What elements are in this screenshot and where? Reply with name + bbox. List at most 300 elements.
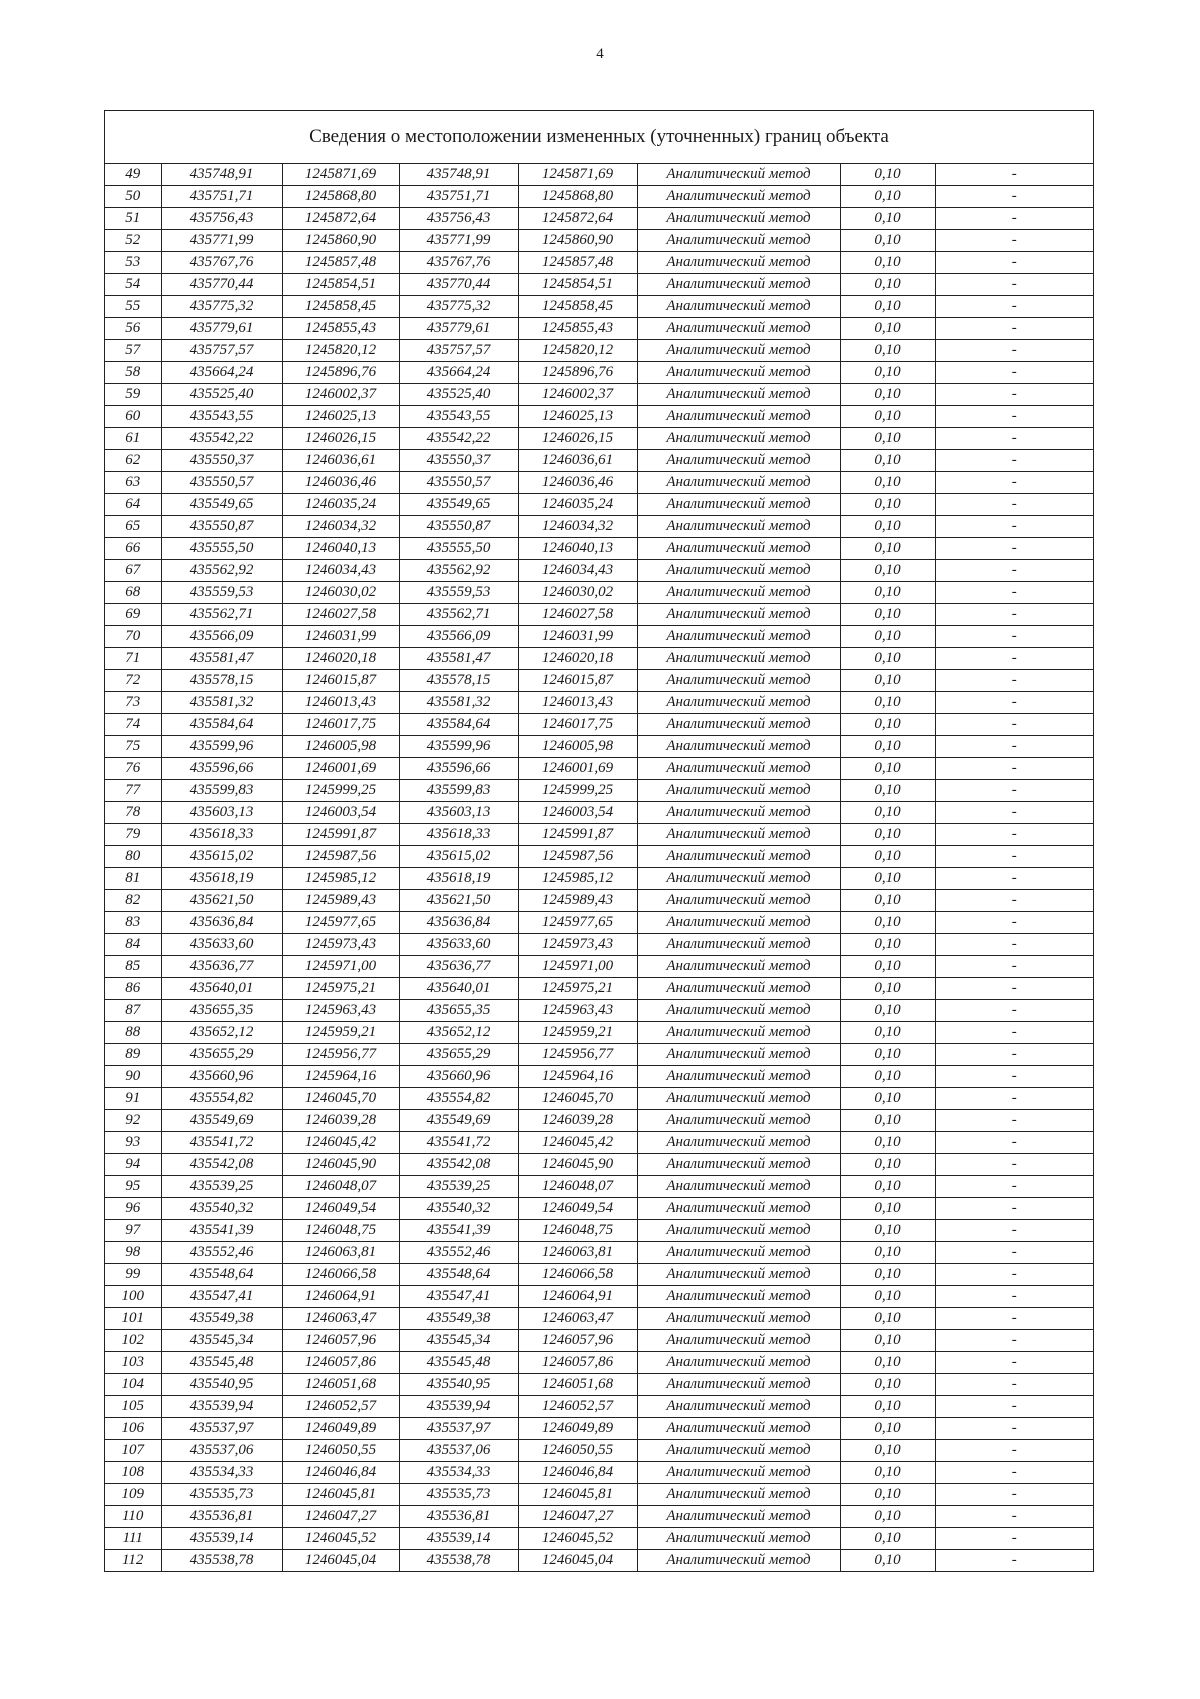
x-new-cell: 435603,13: [399, 802, 518, 824]
page-number: 4: [596, 46, 604, 62]
x-existing-cell: 435554,82: [161, 1088, 282, 1110]
y-new-cell: 1246025,13: [518, 406, 637, 428]
y-new-cell: 1245956,77: [518, 1044, 637, 1066]
y-existing-cell: 1246045,90: [282, 1154, 399, 1176]
description-cell: -: [935, 1022, 1093, 1044]
y-existing-cell: 1246036,46: [282, 472, 399, 494]
description-cell: -: [935, 1374, 1093, 1396]
y-new-cell: 1245872,64: [518, 208, 637, 230]
x-new-cell: 435779,61: [399, 318, 518, 340]
x-new-cell: 435770,44: [399, 274, 518, 296]
x-new-cell: 435540,95: [399, 1374, 518, 1396]
accuracy-cell: 0,10: [840, 1550, 935, 1572]
x-new-cell: 435539,94: [399, 1396, 518, 1418]
method-cell: Аналитический метод: [637, 934, 840, 956]
method-cell: Аналитический метод: [637, 1418, 840, 1440]
method-cell: Аналитический метод: [637, 714, 840, 736]
accuracy-cell: 0,10: [840, 736, 935, 758]
point-number-cell: 60: [105, 406, 161, 428]
x-existing-cell: 435633,60: [161, 934, 282, 956]
method-cell: Аналитический метод: [637, 318, 840, 340]
method-cell: Аналитический метод: [637, 692, 840, 714]
table-row: [105, 1088, 1093, 1110]
x-existing-cell: 435581,32: [161, 692, 282, 714]
accuracy-cell: 0,10: [840, 692, 935, 714]
x-new-cell: 435550,37: [399, 450, 518, 472]
method-cell: Аналитический метод: [637, 780, 840, 802]
x-new-cell: 435552,46: [399, 1242, 518, 1264]
description-cell: -: [935, 736, 1093, 758]
method-cell: Аналитический метод: [637, 384, 840, 406]
y-new-cell: 1245985,12: [518, 868, 637, 890]
accuracy-cell: 0,10: [840, 494, 935, 516]
y-existing-cell: 1246027,58: [282, 604, 399, 626]
x-new-cell: 435547,41: [399, 1286, 518, 1308]
y-existing-cell: 1246057,96: [282, 1330, 399, 1352]
y-new-cell: 1246047,27: [518, 1506, 637, 1528]
y-new-cell: 1245820,12: [518, 340, 637, 362]
point-number-cell: 82: [105, 890, 161, 912]
x-new-cell: 435548,64: [399, 1264, 518, 1286]
method-cell: Аналитический метод: [637, 1132, 840, 1154]
accuracy-cell: 0,10: [840, 1396, 935, 1418]
method-cell: Аналитический метод: [637, 472, 840, 494]
y-existing-cell: 1246026,15: [282, 428, 399, 450]
y-existing-cell: 1245872,64: [282, 208, 399, 230]
description-cell: -: [935, 1110, 1093, 1132]
table-row: [105, 1528, 1093, 1550]
x-existing-cell: 435549,65: [161, 494, 282, 516]
x-new-cell: 435555,50: [399, 538, 518, 560]
x-existing-cell: 435536,81: [161, 1506, 282, 1528]
point-number-cell: 87: [105, 1000, 161, 1022]
y-new-cell: 1246002,37: [518, 384, 637, 406]
description-cell: -: [935, 1044, 1093, 1066]
description-cell: -: [935, 1330, 1093, 1352]
y-new-cell: 1246035,24: [518, 494, 637, 516]
description-cell: -: [935, 1396, 1093, 1418]
method-cell: Аналитический метод: [637, 1000, 840, 1022]
y-existing-cell: 1246003,54: [282, 802, 399, 824]
description-cell: -: [935, 1484, 1093, 1506]
accuracy-cell: 0,10: [840, 1308, 935, 1330]
y-new-cell: 1245971,00: [518, 956, 637, 978]
y-existing-cell: 1245855,43: [282, 318, 399, 340]
description-cell: -: [935, 274, 1093, 296]
table-row: [105, 318, 1093, 340]
y-new-cell: 1246040,13: [518, 538, 637, 560]
table-row: [105, 538, 1093, 560]
y-new-cell: 1245977,65: [518, 912, 637, 934]
point-number-cell: 90: [105, 1066, 161, 1088]
x-existing-cell: 435596,66: [161, 758, 282, 780]
method-cell: Аналитический метод: [637, 1154, 840, 1176]
accuracy-cell: 0,10: [840, 1154, 935, 1176]
x-new-cell: 435549,65: [399, 494, 518, 516]
table-row: [105, 494, 1093, 516]
x-new-cell: 435756,43: [399, 208, 518, 230]
accuracy-cell: 0,10: [840, 406, 935, 428]
description-cell: -: [935, 626, 1093, 648]
y-existing-cell: 1246048,07: [282, 1176, 399, 1198]
y-existing-cell: 1246025,13: [282, 406, 399, 428]
accuracy-cell: 0,10: [840, 978, 935, 1000]
description-cell: -: [935, 912, 1093, 934]
accuracy-cell: 0,10: [840, 670, 935, 692]
y-existing-cell: 1246051,68: [282, 1374, 399, 1396]
method-cell: Аналитический метод: [637, 494, 840, 516]
x-existing-cell: 435581,47: [161, 648, 282, 670]
table-row: [105, 340, 1093, 362]
y-new-cell: 1246045,81: [518, 1484, 637, 1506]
x-existing-cell: 435615,02: [161, 846, 282, 868]
y-existing-cell: 1246050,55: [282, 1440, 399, 1462]
description-cell: -: [935, 780, 1093, 802]
y-new-cell: 1245896,76: [518, 362, 637, 384]
table-row: [105, 362, 1093, 384]
y-existing-cell: 1246045,70: [282, 1088, 399, 1110]
point-number-cell: 84: [105, 934, 161, 956]
x-existing-cell: 435543,55: [161, 406, 282, 428]
x-existing-cell: 435771,99: [161, 230, 282, 252]
y-existing-cell: 1246047,27: [282, 1506, 399, 1528]
y-new-cell: 1246046,84: [518, 1462, 637, 1484]
method-cell: Аналитический метод: [637, 846, 840, 868]
description-cell: -: [935, 978, 1093, 1000]
x-new-cell: 435559,53: [399, 582, 518, 604]
description-cell: -: [935, 692, 1093, 714]
x-new-cell: 435566,09: [399, 626, 518, 648]
y-existing-cell: 1245858,45: [282, 296, 399, 318]
y-new-cell: 1246066,58: [518, 1264, 637, 1286]
y-existing-cell: 1245975,21: [282, 978, 399, 1000]
table-row: [105, 1418, 1093, 1440]
accuracy-cell: 0,10: [840, 758, 935, 780]
x-new-cell: 435562,92: [399, 560, 518, 582]
accuracy-cell: 0,10: [840, 450, 935, 472]
y-existing-cell: 1245956,77: [282, 1044, 399, 1066]
y-existing-cell: 1246034,32: [282, 516, 399, 538]
table-row: [105, 296, 1093, 318]
description-cell: -: [935, 1264, 1093, 1286]
description-cell: -: [935, 230, 1093, 252]
x-existing-cell: 435660,96: [161, 1066, 282, 1088]
x-existing-cell: 435770,44: [161, 274, 282, 296]
table-row: [105, 714, 1093, 736]
x-existing-cell: 435599,83: [161, 780, 282, 802]
description-cell: -: [935, 362, 1093, 384]
method-cell: Аналитический метод: [637, 648, 840, 670]
x-new-cell: 435655,35: [399, 1000, 518, 1022]
y-existing-cell: 1245857,48: [282, 252, 399, 274]
description-cell: -: [935, 758, 1093, 780]
x-new-cell: 435660,96: [399, 1066, 518, 1088]
x-existing-cell: 435652,12: [161, 1022, 282, 1044]
description-cell: -: [935, 1176, 1093, 1198]
description-cell: -: [935, 1132, 1093, 1154]
method-cell: Аналитический метод: [637, 1242, 840, 1264]
table-row: [105, 472, 1093, 494]
x-existing-cell: 435539,25: [161, 1176, 282, 1198]
description-cell: -: [935, 648, 1093, 670]
y-new-cell: 1246064,91: [518, 1286, 637, 1308]
x-new-cell: 435771,99: [399, 230, 518, 252]
method-cell: Аналитический метод: [637, 1286, 840, 1308]
method-cell: Аналитический метод: [637, 406, 840, 428]
method-cell: Аналитический метод: [637, 1308, 840, 1330]
x-new-cell: 435542,08: [399, 1154, 518, 1176]
accuracy-cell: 0,10: [840, 1198, 935, 1220]
x-existing-cell: 435541,72: [161, 1132, 282, 1154]
y-new-cell: 1246052,57: [518, 1396, 637, 1418]
point-number-cell: 66: [105, 538, 161, 560]
y-existing-cell: 1245871,69: [282, 164, 399, 186]
method-cell: Аналитический метод: [637, 1374, 840, 1396]
x-new-cell: 435537,06: [399, 1440, 518, 1462]
description-cell: -: [935, 1462, 1093, 1484]
y-existing-cell: 1246035,24: [282, 494, 399, 516]
y-existing-cell: 1245999,25: [282, 780, 399, 802]
x-new-cell: 435596,66: [399, 758, 518, 780]
accuracy-cell: 0,10: [840, 340, 935, 362]
description-cell: -: [935, 1088, 1093, 1110]
accuracy-cell: 0,10: [840, 1484, 935, 1506]
method-cell: Аналитический метод: [637, 362, 840, 384]
method-cell: Аналитический метод: [637, 604, 840, 626]
description-cell: -: [935, 1440, 1093, 1462]
y-existing-cell: 1246045,04: [282, 1550, 399, 1572]
y-new-cell: 1245991,87: [518, 824, 637, 846]
table-row: [105, 604, 1093, 626]
table-row: [105, 208, 1093, 230]
method-cell: Аналитический метод: [637, 252, 840, 274]
table-row: [105, 516, 1093, 538]
accuracy-cell: 0,10: [840, 1264, 935, 1286]
x-new-cell: 435545,48: [399, 1352, 518, 1374]
x-new-cell: 435537,97: [399, 1418, 518, 1440]
y-existing-cell: 1245991,87: [282, 824, 399, 846]
method-cell: Аналитический метод: [637, 516, 840, 538]
accuracy-cell: 0,10: [840, 648, 935, 670]
description-cell: -: [935, 494, 1093, 516]
x-existing-cell: 435767,76: [161, 252, 282, 274]
point-number-cell: 97: [105, 1220, 161, 1242]
y-existing-cell: 1246031,99: [282, 626, 399, 648]
table-row: [105, 406, 1093, 428]
x-existing-cell: 435540,95: [161, 1374, 282, 1396]
x-new-cell: 435539,14: [399, 1528, 518, 1550]
y-new-cell: 1246045,70: [518, 1088, 637, 1110]
x-new-cell: 435751,71: [399, 186, 518, 208]
point-number-cell: 62: [105, 450, 161, 472]
point-number-cell: 100: [105, 1286, 161, 1308]
x-new-cell: 435584,64: [399, 714, 518, 736]
x-existing-cell: 435537,06: [161, 1440, 282, 1462]
x-new-cell: 435540,32: [399, 1198, 518, 1220]
x-new-cell: 435640,01: [399, 978, 518, 1000]
accuracy-cell: 0,10: [840, 1528, 935, 1550]
x-existing-cell: 435548,64: [161, 1264, 282, 1286]
description-cell: -: [935, 384, 1093, 406]
y-existing-cell: 1246057,86: [282, 1352, 399, 1374]
method-cell: Аналитический метод: [637, 1550, 840, 1572]
y-new-cell: 1246031,99: [518, 626, 637, 648]
table-row: [105, 912, 1093, 934]
accuracy-cell: 0,10: [840, 1110, 935, 1132]
point-number-cell: 67: [105, 560, 161, 582]
y-new-cell: 1246017,75: [518, 714, 637, 736]
y-new-cell: 1246003,54: [518, 802, 637, 824]
accuracy-cell: 0,10: [840, 1176, 935, 1198]
point-number-cell: 52: [105, 230, 161, 252]
point-number-cell: 99: [105, 1264, 161, 1286]
table-row: [105, 560, 1093, 582]
y-new-cell: 1245871,69: [518, 164, 637, 186]
method-cell: Аналитический метод: [637, 912, 840, 934]
method-cell: Аналитический метод: [637, 1220, 840, 1242]
accuracy-cell: 0,10: [840, 230, 935, 252]
y-existing-cell: 1246005,98: [282, 736, 399, 758]
table-row: [105, 868, 1093, 890]
point-number-cell: 63: [105, 472, 161, 494]
accuracy-cell: 0,10: [840, 1022, 935, 1044]
point-number-cell: 50: [105, 186, 161, 208]
accuracy-cell: 0,10: [840, 516, 935, 538]
x-new-cell: 435549,69: [399, 1110, 518, 1132]
y-existing-cell: 1245989,43: [282, 890, 399, 912]
point-number-cell: 107: [105, 1440, 161, 1462]
y-new-cell: 1246051,68: [518, 1374, 637, 1396]
y-new-cell: 1246049,89: [518, 1418, 637, 1440]
y-new-cell: 1246030,02: [518, 582, 637, 604]
point-number-cell: 92: [105, 1110, 161, 1132]
description-cell: -: [935, 934, 1093, 956]
x-existing-cell: 435552,46: [161, 1242, 282, 1264]
table-row: [105, 846, 1093, 868]
method-cell: Аналитический метод: [637, 1110, 840, 1132]
y-new-cell: 1246045,90: [518, 1154, 637, 1176]
table-row: [105, 692, 1093, 714]
description-cell: -: [935, 208, 1093, 230]
point-number-cell: 73: [105, 692, 161, 714]
y-existing-cell: 1246001,69: [282, 758, 399, 780]
y-new-cell: 1246039,28: [518, 1110, 637, 1132]
table-caption: Сведения о местоположении измененных (уточненных) границ объекта: [105, 111, 1093, 164]
point-number-cell: 56: [105, 318, 161, 340]
y-existing-cell: 1246063,47: [282, 1308, 399, 1330]
accuracy-cell: 0,10: [840, 714, 935, 736]
point-number-cell: 75: [105, 736, 161, 758]
y-existing-cell: 1245977,65: [282, 912, 399, 934]
y-existing-cell: 1245896,76: [282, 362, 399, 384]
method-cell: Аналитический метод: [637, 450, 840, 472]
point-number-cell: 77: [105, 780, 161, 802]
x-existing-cell: 435550,57: [161, 472, 282, 494]
x-existing-cell: 435537,97: [161, 1418, 282, 1440]
description-cell: -: [935, 1242, 1093, 1264]
description-cell: -: [935, 846, 1093, 868]
x-existing-cell: 435655,35: [161, 1000, 282, 1022]
y-existing-cell: 1246064,91: [282, 1286, 399, 1308]
accuracy-cell: 0,10: [840, 912, 935, 934]
table-row: [105, 582, 1093, 604]
description-cell: -: [935, 406, 1093, 428]
y-existing-cell: 1246036,61: [282, 450, 399, 472]
point-number-cell: 69: [105, 604, 161, 626]
accuracy-cell: 0,10: [840, 934, 935, 956]
accuracy-cell: 0,10: [840, 1462, 935, 1484]
x-existing-cell: 435779,61: [161, 318, 282, 340]
y-existing-cell: 1246052,57: [282, 1396, 399, 1418]
point-number-cell: 93: [105, 1132, 161, 1154]
x-new-cell: 435549,38: [399, 1308, 518, 1330]
point-number-cell: 70: [105, 626, 161, 648]
x-existing-cell: 435562,71: [161, 604, 282, 626]
x-new-cell: 435615,02: [399, 846, 518, 868]
x-existing-cell: 435535,73: [161, 1484, 282, 1506]
description-cell: -: [935, 824, 1093, 846]
point-number-cell: 55: [105, 296, 161, 318]
x-new-cell: 435599,96: [399, 736, 518, 758]
point-number-cell: 72: [105, 670, 161, 692]
x-existing-cell: 435578,15: [161, 670, 282, 692]
table-row: [105, 824, 1093, 846]
table-row: [105, 164, 1093, 186]
table-row: [105, 1022, 1093, 1044]
point-number-cell: 105: [105, 1396, 161, 1418]
x-existing-cell: 435640,01: [161, 978, 282, 1000]
point-number-cell: 102: [105, 1330, 161, 1352]
y-existing-cell: 1245959,21: [282, 1022, 399, 1044]
point-number-cell: 79: [105, 824, 161, 846]
method-cell: Аналитический метод: [637, 340, 840, 362]
y-existing-cell: 1246034,43: [282, 560, 399, 582]
x-existing-cell: 435538,78: [161, 1550, 282, 1572]
coordinates-table: [105, 164, 1093, 1571]
y-new-cell: 1245860,90: [518, 230, 637, 252]
point-number-cell: 98: [105, 1242, 161, 1264]
x-new-cell: 435534,33: [399, 1462, 518, 1484]
method-cell: Аналитический метод: [637, 164, 840, 186]
accuracy-cell: 0,10: [840, 1088, 935, 1110]
method-cell: Аналитический метод: [637, 582, 840, 604]
description-cell: -: [935, 1000, 1093, 1022]
y-new-cell: 1246045,52: [518, 1528, 637, 1550]
point-number-cell: 65: [105, 516, 161, 538]
table-row: [105, 1330, 1093, 1352]
x-existing-cell: 435757,57: [161, 340, 282, 362]
x-new-cell: 435539,25: [399, 1176, 518, 1198]
table-row: [105, 1132, 1093, 1154]
point-number-cell: 74: [105, 714, 161, 736]
x-existing-cell: 435756,43: [161, 208, 282, 230]
x-new-cell: 435550,87: [399, 516, 518, 538]
x-new-cell: 435618,33: [399, 824, 518, 846]
x-existing-cell: 435555,50: [161, 538, 282, 560]
y-new-cell: 1246005,98: [518, 736, 637, 758]
y-existing-cell: 1246015,87: [282, 670, 399, 692]
y-new-cell: 1245868,80: [518, 186, 637, 208]
y-existing-cell: 1246063,81: [282, 1242, 399, 1264]
method-cell: Аналитический метод: [637, 1484, 840, 1506]
point-number-cell: 71: [105, 648, 161, 670]
y-existing-cell: 1246066,58: [282, 1264, 399, 1286]
y-new-cell: 1246015,87: [518, 670, 637, 692]
table-row: [105, 230, 1093, 252]
accuracy-cell: 0,10: [840, 582, 935, 604]
y-new-cell: 1246020,18: [518, 648, 637, 670]
description-cell: -: [935, 582, 1093, 604]
